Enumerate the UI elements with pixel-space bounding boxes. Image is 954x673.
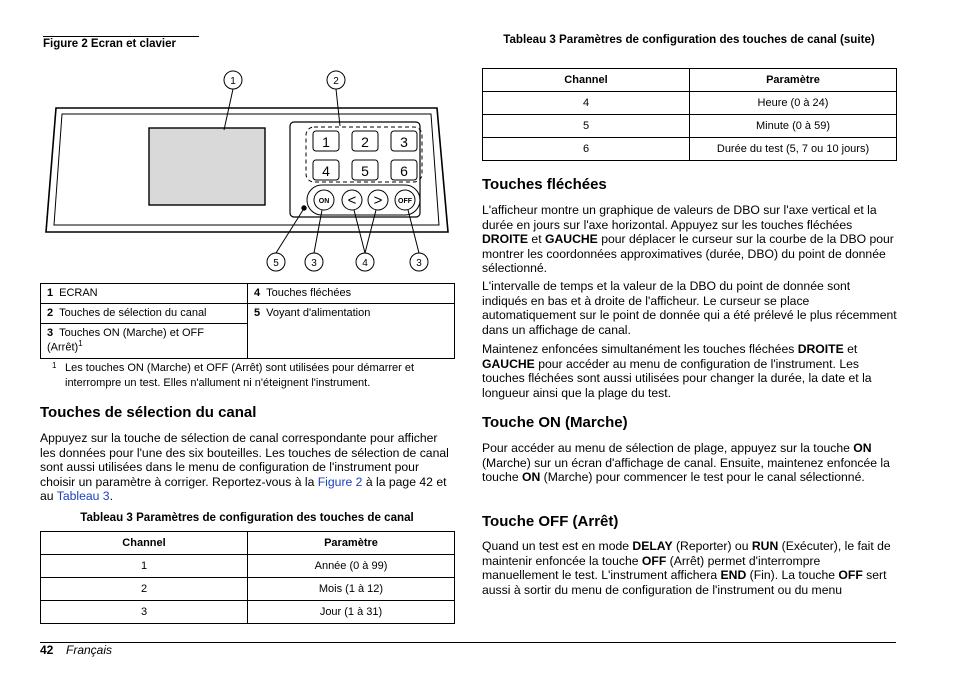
table-cell: Minute (0 à 59) xyxy=(690,115,897,138)
heading-channel-keys: Touches de sélection du canal xyxy=(40,404,257,421)
link-tableau-3[interactable]: Tableau 3 xyxy=(56,489,110,504)
paragraph-on-key: Pour accéder au menu de sélection de plage, appuyez sur la touche ON (Marche) sur un écran d'affichage de canal. Ensuite, maintenez enfoncée la touche ON (Marche) pour commencer le test pour le canal sélectionné. xyxy=(482,441,890,485)
paragraph-arrow-keys-3: Maintenez enfoncées simultanément les touches fléchées DROITE et GAUCHE pour accéder au menu de configuration de l'instrument. Les touches fléchées sont aussi utilisées pour changer la durée, la date et la longueur ainsi que la plage du test. xyxy=(482,342,872,400)
page-number: 42 xyxy=(40,643,54,657)
table-row xyxy=(483,115,897,138)
callout-2: 2 xyxy=(333,76,339,87)
footnote xyxy=(52,361,452,390)
column-header: Paramètre xyxy=(690,69,897,92)
table-row xyxy=(483,138,897,161)
display-screen xyxy=(149,128,265,205)
column-header: Paramètre xyxy=(248,532,455,555)
footnote-mark: 1 xyxy=(52,361,57,370)
legend-item: 1 ECRAN xyxy=(41,284,248,304)
channel-key-5-label: 5 xyxy=(361,163,369,179)
channel-key-1-label: 1 xyxy=(322,134,330,150)
table-cell: 5 xyxy=(483,115,690,138)
legend-item: 4 Touches fléchées xyxy=(248,284,455,304)
table-cell: 2 xyxy=(41,578,248,601)
paragraph-arrow-keys-1: L'afficheur montre un graphique de valeurs de DBO sur l'axe vertical et la durée en jours sur l'axe horizontal. Appuyez sur les touches fléchées DROITE et GAUCHE pour déplacer le curseur sur la courbe de la DBO pour montrer les coordonnées approximatives (durée, DBO) du point de donnée sélectionné. xyxy=(482,203,894,276)
off-key-label: OFF xyxy=(398,198,412,205)
right-arrow-label: > xyxy=(373,192,383,209)
table-cell: 3 xyxy=(41,601,248,624)
paragraph-off-key: Quand un test est en mode DELAY (Reporter) ou RUN (Exécuter), le fait de maintenir enfoncée la touche OFF (Arrêt) permet d'interrompre manuellement le test. L'instrument affichera END (Fin). La touche OFF sert aussi à sortir du menu de configuration de l'instrument ou du menu xyxy=(482,539,891,597)
table-header-row xyxy=(41,532,455,555)
legend-item: 2 Touches de sélection du canal xyxy=(41,304,248,324)
figure-title: Figure 2 Ecran et clavier xyxy=(43,36,199,50)
paragraph-arrow-keys-2: L'intervalle de temps et la valeur de la DBO du point de donnée sont indiqués en bas et à droite de l'afficheur. Le curseur se place automatiquement sur le point de donnée qui a été prélevé le plus récemment dans un affichage de canal. xyxy=(482,279,897,337)
table-cell: Mois (1 à 12) xyxy=(248,578,455,601)
callout-1: 1 xyxy=(230,76,236,87)
table3 xyxy=(40,531,455,624)
heading-off-key: Touche OFF (Arrêt) xyxy=(482,513,619,530)
table-row xyxy=(483,92,897,115)
footer-language: Français xyxy=(66,643,113,657)
footer-rule xyxy=(40,642,896,643)
table3-cont-caption: Tableau 3 Paramètres de configuration des touches de canal (suite) xyxy=(503,33,875,46)
table-cell: Heure (0 à 24) xyxy=(690,92,897,115)
table-row xyxy=(41,601,455,624)
footnote-text: Les touches ON (Marche) et OFF (Arrêt) sont utilisées pour démarrer et interrompre un test. Elles n'allument ni n'éteignent l'instrument. xyxy=(65,362,415,389)
table-cell: Jour (1 à 31) xyxy=(248,601,455,624)
table3-continued xyxy=(482,68,897,161)
power-led xyxy=(302,206,306,210)
device-diagram xyxy=(40,60,455,275)
column-header: Channel xyxy=(483,69,690,92)
heading-on-key: Touche ON (Marche) xyxy=(482,414,628,431)
callout-4: 4 xyxy=(362,258,368,269)
table-cell: Durée du test (5, 7 ou 10 jours) xyxy=(690,138,897,161)
heading-arrow-keys: Touches fléchées xyxy=(482,176,607,193)
table-row xyxy=(41,555,455,578)
figure-legend xyxy=(40,283,455,359)
legend-item: 5 Voyant d'alimentation xyxy=(248,304,455,359)
callout-3b: 3 xyxy=(416,258,422,269)
left-arrow-label: < xyxy=(347,192,357,209)
on-key-label: ON xyxy=(318,198,330,205)
table-cell: 1 xyxy=(41,555,248,578)
channel-key-6-label: 6 xyxy=(400,163,408,179)
channel-key-4-label: 4 xyxy=(322,163,330,179)
table-row xyxy=(41,578,455,601)
callout-5: 5 xyxy=(273,258,279,269)
column-header: Channel xyxy=(41,532,248,555)
table-header-row xyxy=(483,69,897,92)
table3-caption: Tableau 3 Paramètres de configuration des touches de canal xyxy=(80,511,414,524)
table-cell: Année (0 à 99) xyxy=(248,555,455,578)
channel-key-2-label: 2 xyxy=(361,134,369,150)
callout-3a: 3 xyxy=(311,258,317,269)
link-figure-2[interactable]: Figure 2 xyxy=(317,474,363,489)
channel-key-3-label: 3 xyxy=(400,134,408,150)
paragraph-channel-keys: Appuyez sur la touche de sélection de canal correspondante pour afficher les données pour l'une des six bouteilles. Les touches de sélection de canal sont aussi utilisées dans le menu de configuration de l'instrument pour choisir un paramètre à corriger. Reportez-vous à la Figure 2 à la page 42 et au Tableau 3. xyxy=(40,431,449,504)
table-cell: 4 xyxy=(483,92,690,115)
table-cell: 6 xyxy=(483,138,690,161)
legend-item: 3 Touches ON (Marche) et OFF (Arrêt)$^1$ xyxy=(41,324,248,359)
